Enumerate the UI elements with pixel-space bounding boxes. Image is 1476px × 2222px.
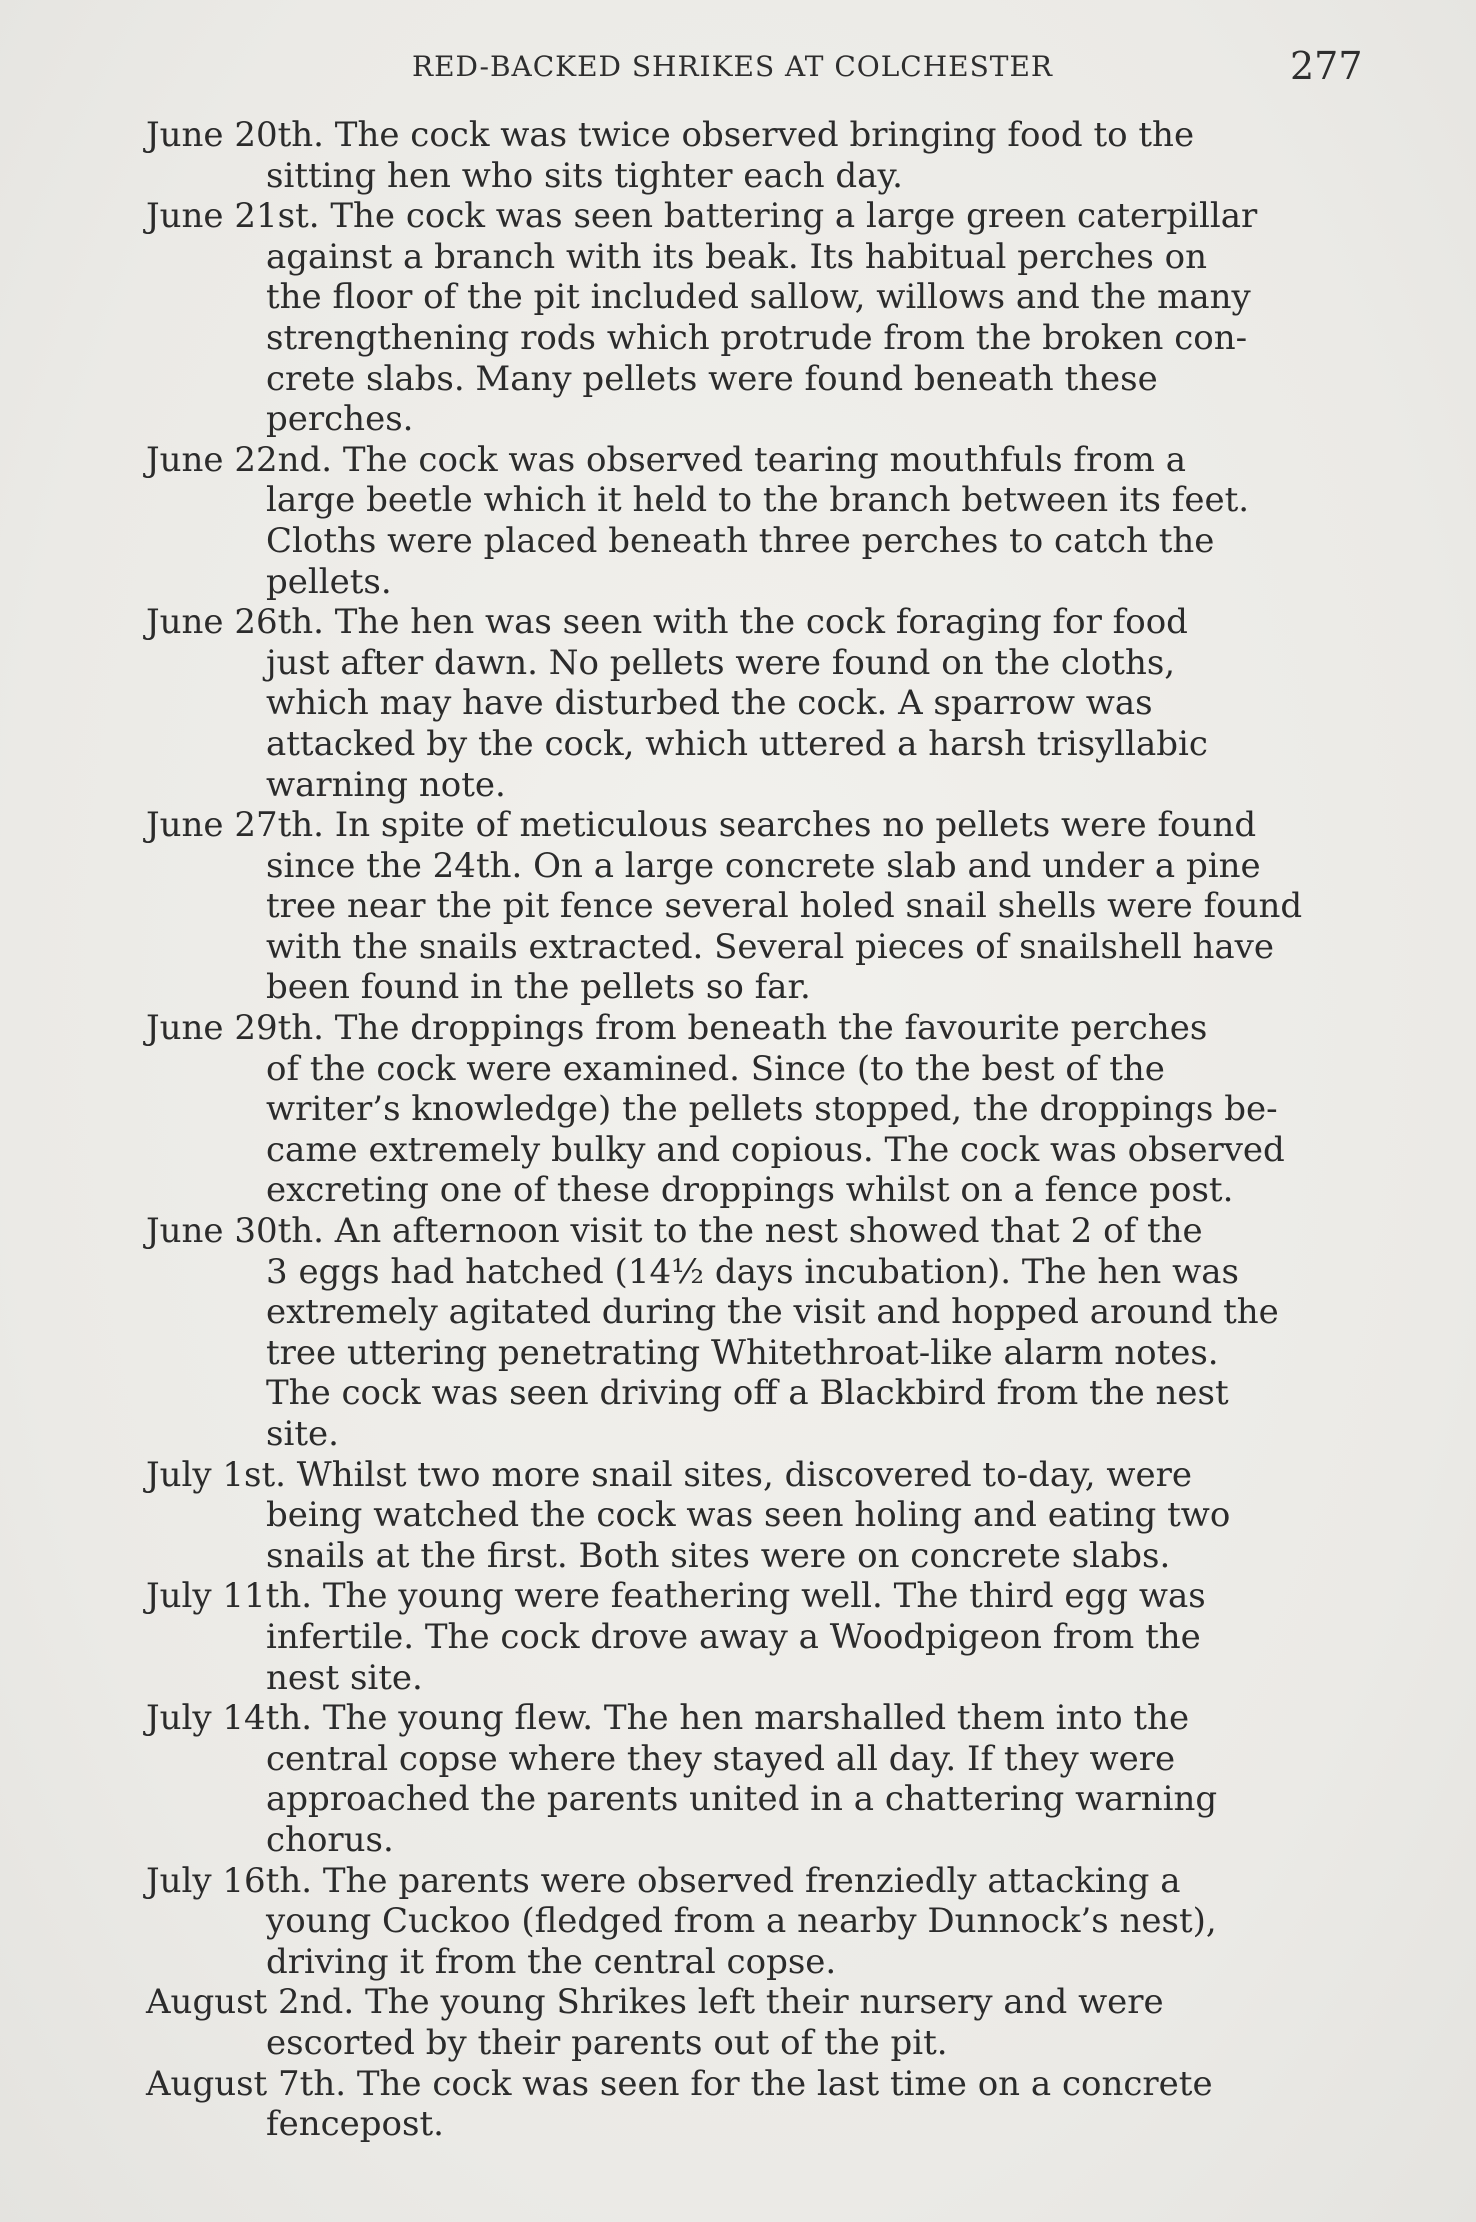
diary-entry	[146, 440, 1346, 602]
entry-line: attacked by the cock, which uttered a harsh trisyllabic	[266, 723, 1208, 764]
entry-line: August 2nd. The young Shrikes left their nursery and were	[146, 1982, 1164, 2023]
diary-entry	[146, 1008, 1346, 1211]
entry-line: just after dawn. No pellets were found on the cloths,	[266, 642, 1176, 683]
entry-line: came extremely bulky and copious. The cock was observed	[266, 1129, 1285, 1170]
entry-line: fencepost.	[266, 2104, 444, 2145]
entry-line: site.	[266, 1414, 339, 1454]
entry-line: pellets.	[266, 561, 392, 602]
entry-line: tree uttering penetrating Whitethroat-like alarm notes.	[266, 1332, 1219, 1373]
entry-line: the floor of the pit included sallow, willows and the many	[266, 277, 1251, 318]
diary-entry	[146, 115, 1346, 196]
diary-entry	[146, 196, 1346, 440]
diary-entry	[146, 1698, 1346, 1860]
entry-line: extremely agitated during the visit and hopped around the	[266, 1292, 1279, 1333]
entry-line: June 22nd. The cock was observed tearing mouthfuls from a	[146, 439, 1187, 480]
entry-line: driving it from the central copse.	[266, 1941, 837, 1982]
diary-entries	[146, 115, 1346, 2145]
entry-line: perches.	[266, 399, 414, 440]
entry-line: snails at the first. Both sites were on concrete slabs.	[266, 1535, 1171, 1576]
entry-line: strengthening rods which protrude from the broken con-	[266, 317, 1248, 358]
entry-line: July 16th. The parents were observed frenziedly attacking a	[146, 1860, 1181, 1901]
diary-entry	[146, 1211, 1346, 1455]
entry-line: young Cuckoo (fledged from a nearby Dunnock’s nest),	[266, 1901, 1217, 1942]
entry-line: excreting one of these droppings whilst on a fence post.	[266, 1170, 1234, 1211]
diary-entry	[146, 1576, 1346, 1698]
entry-line: July 11th. The young were feathering well. The third egg was	[146, 1576, 1206, 1617]
entry-line: chorus.	[266, 1819, 394, 1860]
entry-line: crete slabs. Many pellets were found beneath these	[266, 358, 1158, 399]
entry-line: sitting hen who sits tighter each day.	[266, 155, 903, 196]
entry-line: June 21st. The cock was seen battering a large green caterpillar	[146, 196, 1258, 237]
diary-entry	[146, 1982, 1346, 2063]
diary-entry	[146, 2064, 1346, 2145]
entry-line: against a branch with its beak. Its habitual perches on	[266, 236, 1208, 277]
entry-line: which may have disturbed the cock. A sparrow was	[266, 683, 1153, 724]
entry-line: escorted by their parents out of the pit.	[266, 2022, 948, 2063]
entry-line: July 14th. The young flew. The hen marshalled them into the	[146, 1698, 1190, 1739]
diary-entry	[146, 602, 1346, 805]
entry-line: 3 eggs had hatched (14½ days incubation). The hen was	[266, 1251, 1239, 1292]
entry-line: June 29th. The droppings from beneath the favourite perches	[146, 1008, 1208, 1049]
entry-line: June 26th. The hen was seen with the cock foraging for food	[146, 602, 1188, 643]
diary-entry	[146, 1455, 1346, 1577]
entry-line: with the snails extracted. Several pieces of snailshell have	[266, 926, 1275, 967]
entry-line: nest site.	[266, 1657, 423, 1698]
entry-line: Cloths were placed beneath three perches to catch the	[266, 520, 1215, 561]
entry-line: writer’s knowledge) the pellets stopped, the droppings be-	[266, 1089, 1278, 1130]
entry-line: approached the parents united in a chattering warning	[266, 1779, 1218, 1820]
diary-entry	[146, 805, 1346, 1008]
entry-line: August 7th. The cock was seen for the last time on a concrete	[146, 2063, 1213, 2104]
entry-line: central copse where they stayed all day. If they were	[266, 1738, 1176, 1779]
entry-line: been found in the pellets so far.	[266, 967, 811, 1008]
entry-line: infertile. The cock drove away a Woodpigeon from the	[266, 1616, 1201, 1657]
entry-line: The cock was seen driving off a Blackbird from the nest	[266, 1373, 1229, 1414]
diary-entry	[146, 1861, 1346, 1983]
entry-line: July 1st. Whilst two more snail sites, discovered to-day, were	[146, 1454, 1192, 1495]
entry-line: of the cock were examined. Since (to the best of the	[266, 1048, 1165, 1089]
entry-line: large beetle which it held to the branch between its feet.	[266, 480, 1250, 521]
entry-line: since the 24th. On a large concrete slab and under a pine	[266, 845, 1261, 886]
entry-line: being watched the cock was seen holing and eating two	[266, 1495, 1231, 1536]
entry-line: tree near the pit fence several holed snail shells were found	[266, 886, 1303, 927]
entry-line: June 20th. The cock was twice observed bringing food to the	[146, 115, 1195, 155]
running-head: RED-BACKED SHRIKES AT COLCHESTER	[412, 50, 1053, 83]
entry-line: June 30th. An afternoon visit to the nest showed that 2 of the	[146, 1211, 1203, 1252]
page-number: 277	[1290, 44, 1363, 88]
entry-line: June 27th. In spite of meticulous searches no pellets were found	[146, 805, 1257, 846]
entry-line: warning note.	[266, 764, 506, 805]
